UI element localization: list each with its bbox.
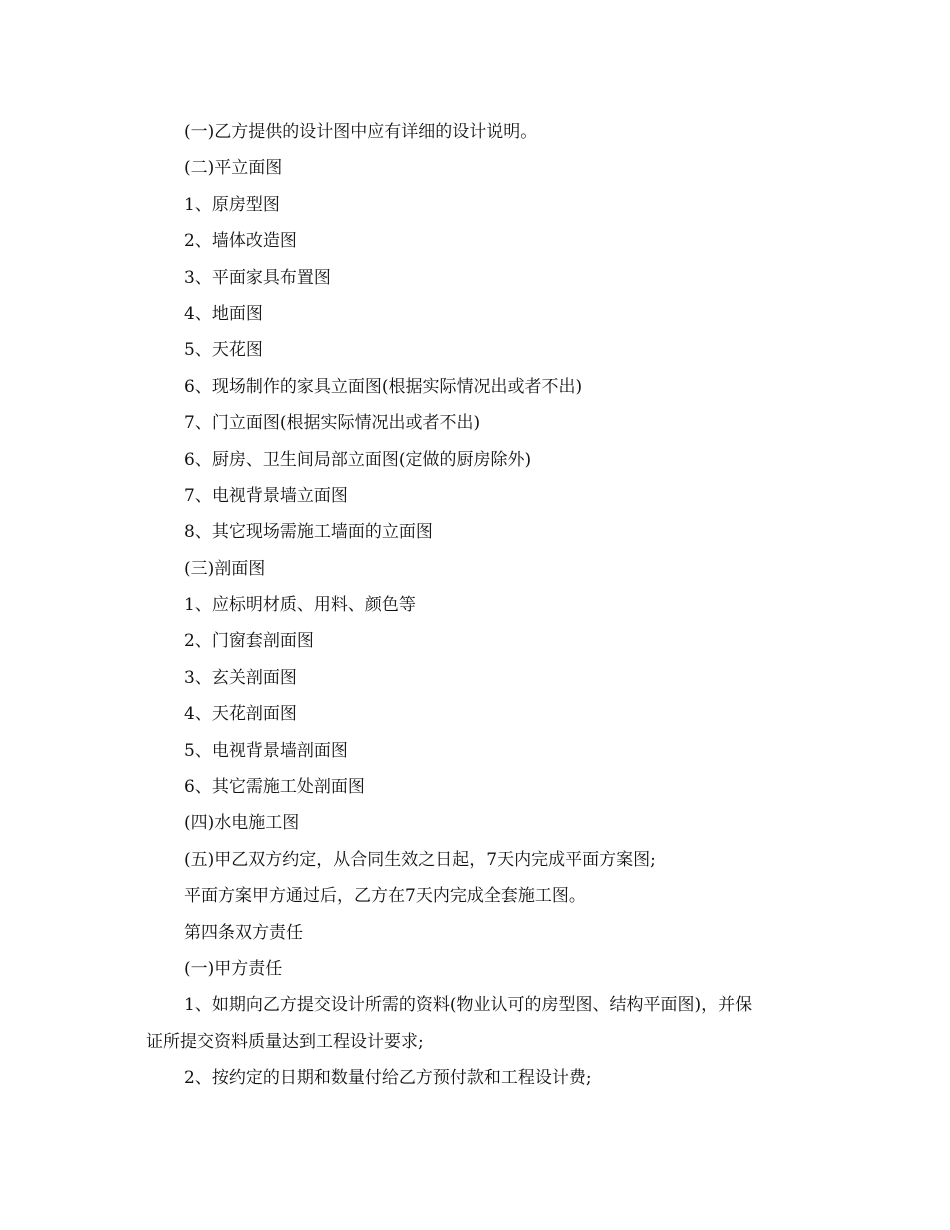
list-item: 4、天花剖面图 bbox=[184, 704, 297, 725]
list-item: 1、应标明材质、用料、颜色等 bbox=[184, 595, 416, 616]
list-item: 6、其它需施工处剖面图 bbox=[184, 777, 365, 798]
list-item: 2、门窗套剖面图 bbox=[184, 631, 314, 652]
list-item: 7、电视背景墙立面图 bbox=[184, 485, 348, 506]
list-item: 4、地面图 bbox=[184, 303, 263, 324]
section-sections: (三)剖面图 bbox=[184, 558, 266, 579]
section-party-a-duties: (一)甲方责任 bbox=[184, 958, 283, 979]
paragraph-line: 证所提交资料质量达到工程设计要求; bbox=[146, 1031, 424, 1052]
list-item: 8、其它现场需施工墙面的立面图 bbox=[184, 522, 433, 543]
list-item: 6、现场制作的家具立面图(根据实际情况出或者不出) bbox=[184, 376, 583, 397]
list-item: 3、玄关剖面图 bbox=[184, 667, 297, 688]
list-item: 5、天花图 bbox=[184, 340, 263, 361]
list-item: 6、厨房、卫生间局部立面图(定做的厨房除外) bbox=[184, 449, 532, 470]
section-plan-elevation: (二)平立面图 bbox=[184, 158, 283, 179]
section-design-notes: (一)乙方提供的设计图中应有详细的设计说明。 bbox=[184, 122, 538, 142]
list-item: 7、门立面图(根据实际情况出或者不出) bbox=[184, 413, 481, 434]
section-schedule: (五)甲乙双方约定，从合同生效之日起，7天内完成平面方案图; bbox=[184, 849, 656, 870]
list-item: 2、墙体改造图 bbox=[184, 231, 297, 252]
paragraph-line: 1、如期向乙方提交设计所需的资料(物业认可的房型图、结构平面图)，并保 bbox=[184, 995, 753, 1016]
document-body bbox=[146, 114, 818, 1097]
article-heading: 第四条双方责任 bbox=[184, 922, 303, 943]
list-item: 1、原房型图 bbox=[184, 194, 280, 215]
section-plumbing-electrical: (四)水电施工图 bbox=[184, 813, 300, 834]
paragraph-duty-1 bbox=[146, 987, 818, 1060]
schedule-continued: 平面方案甲方通过后，乙方在7天内完成全套施工图。 bbox=[184, 886, 586, 907]
list-item: 5、电视背景墙剖面图 bbox=[184, 740, 348, 761]
list-item: 3、平面家具布置图 bbox=[184, 267, 331, 288]
paragraph-duty-2: 2、按约定的日期和数量付给乙方预付款和工程设计费; bbox=[184, 1068, 592, 1089]
